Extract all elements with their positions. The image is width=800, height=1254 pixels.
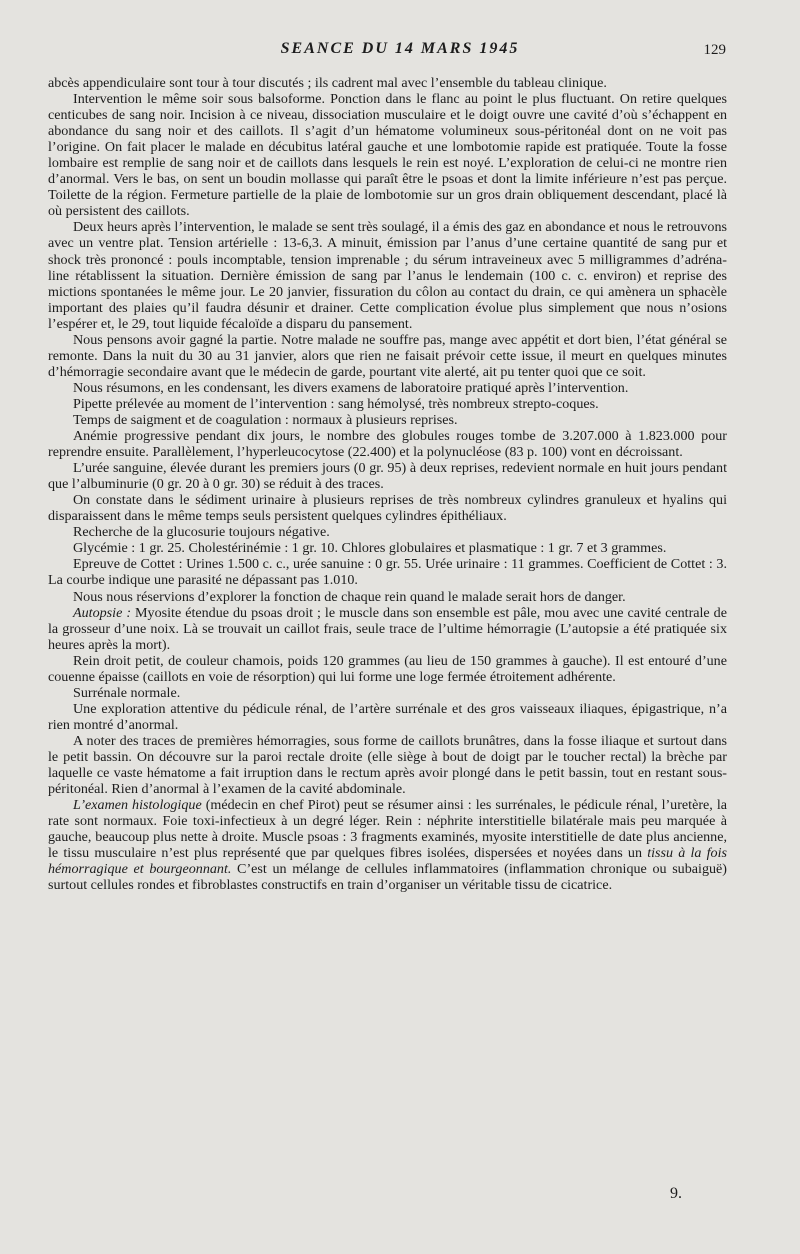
paragraph — [48, 540, 727, 556]
paragraph-text: Deux heurs après l’intervention, le malade se sent très soulagé, il a émis des gaz en abondance et nous le retrouvons avec un ventre plat. Tension artérielle : 13-6,3. A minuit, émission par l’anus d’une certaine quantité de sang pur et shock très prononcé : pouls incomptable, tension imprenable ; du sérum intraveineux avec 5 milligrammes d’adréna-line rétablissent la situation. Dernière émission de sang par l’anus le lendemain (100 c. c. environ) et reprise des mictions spontanées le même jour. Le 20 janvier, fissuration du côlon au contact du drain, ce qui amènera un sphacèle important des plaies qu’il faudra désunir et drainer. Cette complication évolue plus simplement que nous n’osions l’espérer et, le 29, tout liquide fécaloïde a disparu du pansement. — [48, 219, 727, 332]
paragraph — [48, 219, 727, 331]
paragraph — [48, 685, 727, 701]
paragraph-text: Myosite étendue du psoas droit ; le muscle dans son ensemble est pâle, mou avec une cavité centrale de la grosseur d’une noix. Là se trouvait un caillot frais, seule trace de l’ultime hémorragie (L’autopsie a été pratiquée six heures après la mort). — [48, 604, 727, 653]
paragraph-lead: L’examen histologique — [73, 797, 202, 814]
page-number: 129 — [703, 42, 726, 58]
paragraph-text: Nous pensons avoir gagné la partie. Notre malade ne souffre pas, mange avec appétit et dort bien, l’état général se remonte. Dans la nuit du 30 au 31 janvier, alors que rien ne faisait prévoir cette issue, il meurt en quelques minutes d’hémorragie secondaire avant que le médecin de garde, pourtant vite alerté, ait pu tenter quoi que ce soit. — [48, 331, 727, 380]
paragraph — [48, 733, 727, 797]
paragraph-text: abcès appendiculaire sont tour à tour discutés ; ils cadrent mal avec l’ensemble du tableau clinique. — [48, 75, 607, 91]
paragraph — [48, 797, 727, 893]
paragraph-text: L’urée sanguine, élevée durant les premiers jours (0 gr. 95) à deux reprises, redevient normale en huit jours pendant que l’albuminurie (0 gr. 20 à 0 gr. 30) se réduit à des traces. — [48, 460, 727, 493]
paragraph-text: Une exploration attentive du pédicule rénal, de l’artère surrénale et des gros vaisseaux iliaques, épigastrique, n’a rien montré d’anormal. — [48, 700, 727, 733]
paragraph — [48, 556, 727, 588]
paragraph — [48, 605, 727, 653]
paragraph-text: Pipette prélevée au moment de l’intervention : sang hémolysé, très nombreux strepto-coques. — [73, 395, 599, 412]
page-header — [0, 40, 800, 66]
paragraph-text: Intervention le même soir sous balsoforme. Ponction dans le flanc au point le plus fluctuant. On retire quelques centicubes de sang noir. Incision à ce niveau, dissociation musculaire et le doigt ouvre une cavité d’où s’échappent en abondance du sang noir et des caillots. Il s’agit d’un hématome volumineux sous-péritonéal dont on ne voit pas l’origine. On fait placer le malade en décubitus latéral gauche et une lombotomie rapide est pratiquée. Toute la fosse lombaire est remplie de sang noir et de caillots dans lesquels le rein est noyé. L’exploration de celui-ci ne montre rien d’anormal. Vers le bas, on sent un boudin mollasse qui paraît être le psoas et dont la limite inférieure n’est pas perçue. Toilette de la région. Fermeture partielle de la plaie de lombotomie sur un gros drain obliquement descendant, placé là où persistent des caillots. — [48, 91, 727, 220]
paragraph-text: Surrénale normale. — [73, 684, 181, 701]
paragraph-text: Temps de saigment et de coagulation : normaux à plusieurs reprises. — [73, 411, 458, 428]
paragraph-text: Nous nous réservions d’explorer la fonction de chaque rein quand le malade serait hors de danger. — [73, 588, 626, 605]
paragraph — [48, 701, 727, 733]
paragraph-lead: Autopsie : — [73, 604, 132, 621]
paragraph — [48, 524, 727, 540]
paragraph-text: Rein droit petit, de couleur chamois, poids 120 grammes (au lieu de 150 grammes à gauche). Il est entouré d’une couenne épaisse (caillots en voie de résorption) qui lui forme une loge fermée étroitement adhérente. — [48, 652, 727, 685]
paragraph-text: On constate dans le sédiment urinaire à plusieurs reprises de très nombreux cylindres granuleux et hyalins qui disparaissent dans le même temps seuls persistent quelques cylindres épithéliaux. — [48, 492, 727, 525]
body-text — [48, 75, 727, 893]
paragraph — [48, 589, 727, 605]
paragraph-text: Epreuve de Cottet : Urines 1.500 c. c., urée sanuine : 0 gr. 55. Urée urinaire : 11 grammes. Coefficient de Cottet : 3. La courbe indique une parasité ne dépassant pas 1.010. — [48, 556, 727, 589]
paragraph-text: Nous résumons, en les condensant, les divers examens de laboratoire pratiqué après l’intervention. — [73, 379, 629, 396]
paragraph-text: (médecin en chef Pirot) peut se résumer ainsi : les surrénales, le pédicule rénal, l’uretère, la rate sont normaux. Foie toxi-infectieux à un degré léger. Rein : néphrite interstitielle bilatérale mais peu marquée à gauche, beaucoup plus nette à droite. Muscle psoas : 3 fragments examinés, myosite interstitielle de date plus ancienne, le tissu musculaire n’est plus représenté que par quelques fibres isolées, dispersées et noyées dans un — [48, 797, 727, 862]
paragraph — [48, 492, 727, 524]
paragraph-tail: C’est un mélange de cellules inflammatoires (inflammation chronique ou subaiguë) surtout cellules rondes et fibroblastes constructifs en train d’organiser un véritable tissu de cicatrice. — [48, 861, 727, 894]
paragraph-italic-phrase: tissu à la fois hémorragique et bourgeonnant. — [48, 845, 728, 878]
signature-mark: 9. — [670, 1185, 682, 1202]
paragraph-text: A noter des traces de premières hémorragies, sous forme de caillots brunâtres, dans la fosse iliaque et surtout dans le petit bassin. On découvre sur la paroi rectale droite (elle siège à bout de doigt par le toucher rectal) la brèche par laquelle ce vaste hématome a fait irruption dans le rectum après avoir plongé dans le petit bassin, tout en restant sous-péritonéal. Rien d’anormal à l’examen de la cavité abdominale. — [48, 732, 727, 798]
paragraph — [48, 332, 727, 380]
paragraph — [48, 653, 727, 685]
paragraph — [48, 460, 727, 492]
paragraph-text: Anémie progressive pendant dix jours, le nombre des globules rouges tombe de 3.207.000 à 1.823.000 pour reprendre ensuite. Parallèlement, l’hyperleucocytose (22.400) et la polynucléose (83 p. 100) vont en décroissant. — [48, 428, 727, 461]
paragraph — [48, 428, 727, 460]
paragraph-text: Glycémie : 1 gr. 25. Cholestérinémie : 1 gr. 10. Chlores globulaires et plasmatique : 1 gr. 7 et 3 grammes. — [73, 540, 667, 557]
running-title: SEANCE DU 14 MARS 1945 — [280, 40, 520, 57]
paragraph — [48, 396, 727, 412]
paragraph — [48, 91, 727, 219]
paragraph-text: Recherche de la glucosurie toujours négative. — [73, 524, 330, 541]
paragraph — [48, 380, 727, 396]
paragraph — [48, 75, 727, 91]
paragraph — [48, 412, 727, 428]
